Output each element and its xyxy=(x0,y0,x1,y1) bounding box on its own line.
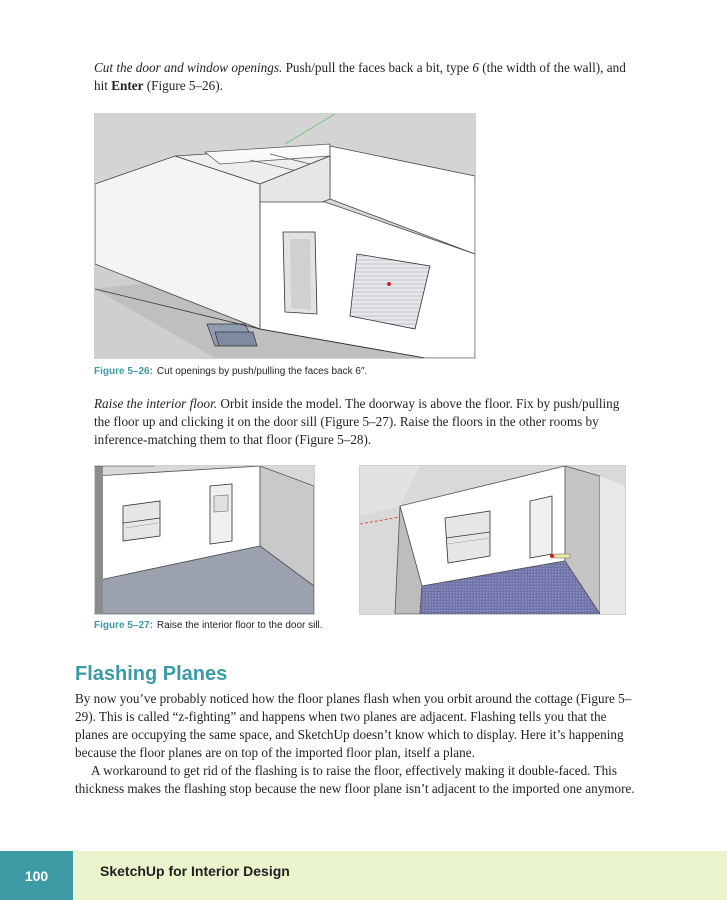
figure-label: Figure 5–27: xyxy=(94,620,153,631)
instruction-cut-openings: Cut the door and window openings. Push/pull the faces back a bit, type 6 (the width of the wall), and hit Enter (Figure 5–26). xyxy=(94,60,626,93)
figure-5-27-right-image xyxy=(359,465,626,615)
instruction-raise-floor: Raise the interior floor. Orbit inside the model. The doorway is above the floor. Fix by push/pulling the floor up and clicking it on the door sill (Figure 5–27). Raise the floors in the other rooms by inference-matching them to that floor (Figure 5–28). xyxy=(94,396,620,447)
section-heading: Flashing Planes xyxy=(75,663,228,685)
step-lead: Cut the door and window openings. xyxy=(94,60,283,75)
step-lead: Raise the interior floor. xyxy=(94,396,218,411)
figure-label: Figure 5–26: xyxy=(94,366,153,377)
figure-5-27-caption: Figure 5–27: Raise the interior floor to the door sill. xyxy=(94,620,323,631)
body-paragraph-2: A workaround to get rid of the flashing is to raise the floor, effectively making it double-faced. This thickness makes the flashing stop because the new floor plane isn’t adjacent to the imported one anymore. xyxy=(75,763,635,796)
page-number-box xyxy=(0,851,73,900)
figure-5-26-caption: Figure 5–26: Cut openings by push/pulling the faces back 6″. xyxy=(94,366,368,377)
figure-5-27-left-image xyxy=(94,465,315,615)
figure-5-26-image xyxy=(94,113,476,359)
body-paragraph-1: By now you’ve probably noticed how the floor planes flash when you orbit around the cottage (Figure 5–29). This is called “z-fighting” and happens when two planes are adjacent. Flashing tells you that the planes are occupying the same space, and SketchUp doesn’t know which to display. Here it’s happening because the floor planes are on top of the imported floor plan, itself a plane. xyxy=(75,691,632,760)
enter-key: Enter xyxy=(111,78,144,93)
page-number: 100 xyxy=(24,867,49,884)
book-title: SketchUp for Interior Design xyxy=(100,863,290,879)
